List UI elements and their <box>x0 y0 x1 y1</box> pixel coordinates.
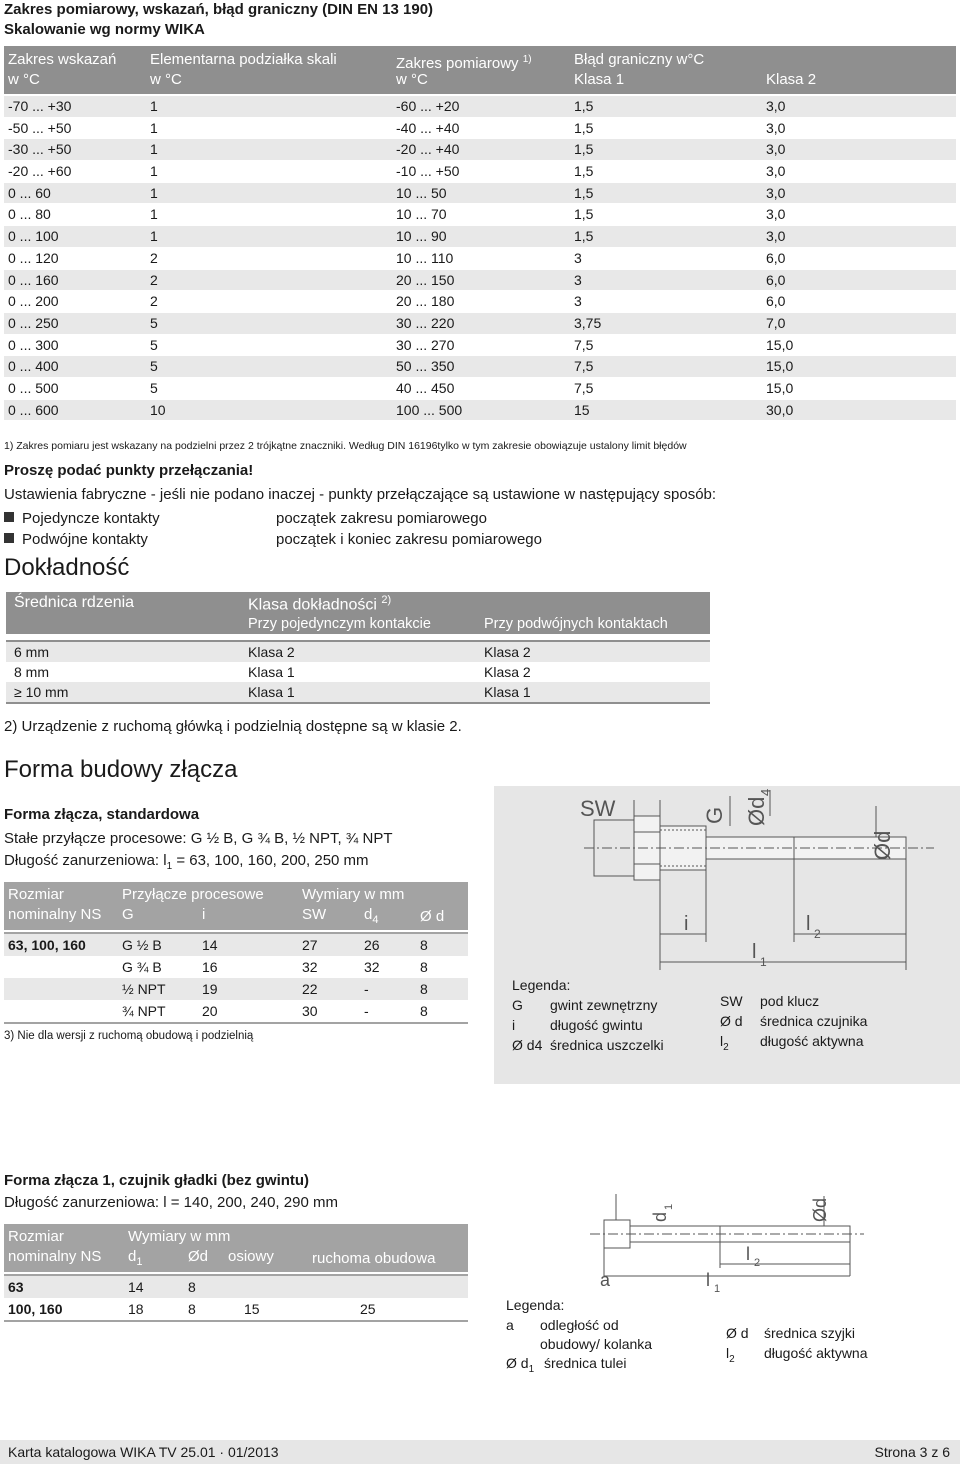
col-header-movable-case: ruchoma obudowa <box>312 1250 436 1267</box>
table-cell: 3 <box>574 293 582 310</box>
table-cell: 0 ... 250 <box>8 314 59 331</box>
table-cell: 15 <box>574 401 590 418</box>
table-cell: Klasa 2 <box>484 664 531 680</box>
table-cell: 30 ... 220 <box>396 314 455 331</box>
legend2-val-d1: średnica tulei <box>544 1355 627 1371</box>
diagram-label-d4: Ød <box>744 796 769 826</box>
col-header-core-diameter: Średnica rdzenia <box>14 594 135 611</box>
table-cell: 0 ... 80 <box>8 206 51 223</box>
table-cell: 8 <box>420 937 428 953</box>
table-cell: -30 ... +50 <box>8 141 72 158</box>
diagram-label-d4-sub: 4 <box>758 788 773 796</box>
col-header-measuring-unit: w °C <box>396 71 428 88</box>
form-standard-connection: Stałe przyłącze procesowe: G ½ B, G ¾ B, ½ NPT, ¾ NPT <box>4 830 393 847</box>
connection-form-heading: Forma budowy złącza <box>4 756 238 783</box>
standard-table-body <box>4 934 468 1022</box>
standard-connection-drawing <box>494 786 960 1084</box>
table-cell: 63, 100, 160 <box>8 937 86 953</box>
footer-page-number: Strona 3 z 6 <box>874 1444 950 1460</box>
table-cell: 1,5 <box>574 206 594 223</box>
diagram-label-i: i <box>684 913 689 935</box>
table-cell: 30 ... 270 <box>396 336 455 353</box>
table-cell: 20 ... 180 <box>396 293 455 310</box>
table-cell: 8 <box>420 1003 428 1019</box>
table-cell: 0 ... 500 <box>8 379 59 396</box>
diagram-label-l1-sub: 1 <box>760 955 767 969</box>
legend1-title: Legenda: <box>512 977 571 993</box>
table-cell: 20 ... 150 <box>396 271 455 288</box>
table-row <box>4 1000 468 1022</box>
table-cell: 3,0 <box>766 141 786 158</box>
legend1-key-d: Ø d <box>720 1013 743 1029</box>
legend1-val-g: gwint zewnętrzny <box>550 997 658 1013</box>
accuracy-table <box>6 592 710 705</box>
table-cell: 2 <box>150 293 158 310</box>
form1-drawing <box>494 1176 960 1396</box>
table-cell: 7,5 <box>574 379 594 396</box>
legend1-key-sw: SW <box>720 993 743 1009</box>
table-cell: 20 <box>202 1003 218 1019</box>
table-cell: 50 ... 350 <box>396 358 455 375</box>
section-subtitle-scaling: Skalowanie wg normy WIKA <box>4 21 205 38</box>
table-row <box>4 400 956 422</box>
table-row <box>4 356 956 378</box>
table-cell: 0 ... 100 <box>8 228 59 245</box>
form-standard-length: Długość zanurzeniowa: $l_1 = 63$, 100, 160, 200, 250 mm <box>4 852 369 872</box>
table-row <box>4 313 956 335</box>
col-header-axial: osiowy <box>228 1248 274 1265</box>
legend2-key-a: a <box>506 1317 514 1333</box>
table-cell: 3,0 <box>766 206 786 223</box>
accuracy-table-body <box>6 642 710 702</box>
table-cell: 1 <box>150 206 158 223</box>
table-cell: 15 <box>244 1301 260 1317</box>
plain-sensor-drawing <box>494 1176 960 1296</box>
table-cell: 5 <box>150 314 158 331</box>
table-cell: 40 ... 450 <box>396 379 455 396</box>
table-row <box>6 642 710 662</box>
diagram2-label-l2-sub: 2 <box>754 1257 761 1269</box>
table-cell: 15,0 <box>766 358 794 375</box>
table-cell: 6,0 <box>766 293 786 310</box>
table-cell: 2 <box>150 249 158 266</box>
table-cell: -10 ... +50 <box>396 163 460 180</box>
table-cell: 15,0 <box>766 336 794 353</box>
table-row <box>4 248 956 270</box>
table-cell: 5 <box>150 358 158 375</box>
table-cell: 3,0 <box>766 98 786 114</box>
table-row <box>4 118 956 140</box>
col-header-sw: SW <box>302 906 327 923</box>
table-cell: 8 <box>420 959 428 975</box>
table-row <box>4 335 956 357</box>
col-header-dimensions: Wymiary w mm <box>128 1228 231 1245</box>
table-cell: -60 ... +20 <box>396 98 460 114</box>
table-cell: 0 ... 600 <box>8 401 59 418</box>
diagram2-label-l2: l <box>746 1244 750 1264</box>
table-row <box>4 183 956 205</box>
col-header-nominal-size: Rozmiar <box>8 1228 64 1245</box>
section-title-range: Zakres pomiarowy, wskazań, błąd graniczny (DIN EN 13 190) <box>4 1 434 18</box>
table-cell: 19 <box>202 981 218 997</box>
table-cell: 2 <box>150 271 158 288</box>
table-cell: 25 <box>360 1301 376 1317</box>
legend2-title: Legenda: <box>506 1297 565 1313</box>
range-table-header <box>4 46 956 94</box>
table-row <box>4 1276 468 1298</box>
col-header-class2: Klasa 2 <box>766 71 817 88</box>
form-standard-title: Forma złącza, standardowa <box>4 806 200 823</box>
accuracy-table-header <box>6 592 710 634</box>
table-cell: 3,0 <box>766 163 786 180</box>
table-cell: 1,5 <box>574 141 594 158</box>
table-cell: 63 <box>8 1279 24 1295</box>
table-row <box>4 96 956 118</box>
legend1-val-d: średnica czujnika <box>760 1013 868 1029</box>
table-cell: 3,0 <box>766 119 786 136</box>
table-cell: 1 <box>150 228 158 245</box>
legend2-val-d: średnica szyjki <box>764 1325 856 1341</box>
table-cell: 5 <box>150 379 158 396</box>
table-row <box>4 270 956 292</box>
legend1-val-d4: średnica uszczelki <box>550 1037 664 1053</box>
col-header-indication-unit: w °C <box>8 71 40 88</box>
table-cell: 6,0 <box>766 249 786 266</box>
legend2-val-a: odległość od <box>540 1317 619 1333</box>
table-cell: 10 ... 90 <box>396 228 447 245</box>
form1-table-body <box>4 1276 468 1320</box>
standard-table-footnote: 3) Nie dla wersji z ruchomą obudową i podzielnią <box>4 1030 254 1042</box>
table-cell: 3,0 <box>766 228 786 245</box>
table-cell: 1,5 <box>574 184 594 201</box>
legend1-val-l2: długość aktywna <box>760 1033 864 1049</box>
table-cell: 6,0 <box>766 271 786 288</box>
table-cell: - <box>364 1003 369 1019</box>
table-row <box>4 1298 468 1320</box>
legend1-val-i: długość gwintu <box>550 1017 643 1033</box>
table-cell: 10 ... 110 <box>396 249 454 266</box>
table-cell: 1,5 <box>574 163 594 180</box>
table-cell: 14 <box>128 1279 144 1295</box>
table-cell: 0 ... 200 <box>8 293 59 310</box>
legend1-key-d4: Ø d4 <box>512 1037 543 1053</box>
table-row <box>4 139 956 161</box>
table-row <box>4 934 468 956</box>
table-cell: 3,0 <box>766 184 786 201</box>
table-cell: 27 <box>302 937 318 953</box>
col-header-g: G <box>122 906 134 923</box>
table-cell: - <box>364 981 369 997</box>
table-cell: -70 ... +30 <box>8 98 72 114</box>
switch-points-title: Proszę podać punkty przełączania! <box>4 462 254 479</box>
legend2-val-l2: długość aktywna <box>764 1345 868 1361</box>
standard-dimensions-table <box>4 882 468 1024</box>
table-cell: 32 <box>364 959 380 975</box>
table-cell: 10 ... 70 <box>396 206 447 223</box>
col-header-error-limit: Błąd graniczny w°C <box>574 51 705 68</box>
accuracy-note: 2) Urządzenie z ruchomą główką i podzielnią dostępne są w klasie 2. <box>4 718 462 735</box>
table-cell: 8 mm <box>14 664 49 680</box>
table-cell: ¾ NPT <box>122 1003 166 1019</box>
col-header-class1: Klasa 1 <box>574 71 625 88</box>
table-cell: 32 <box>302 959 318 975</box>
table-row <box>4 956 468 978</box>
table-row <box>6 662 710 682</box>
table-cell: Klasa 1 <box>248 664 295 680</box>
table-cell: G ¾ B <box>122 959 162 975</box>
table-cell: 8 <box>188 1279 196 1295</box>
diagram-label-l1: l <box>752 941 757 963</box>
col-header-scale-division: Elementarna podziałka skali <box>150 51 337 68</box>
range-table <box>4 46 956 419</box>
col-header-nominal-size: Rozmiar <box>8 886 64 903</box>
range-table-body <box>4 96 956 421</box>
table-row <box>4 204 956 226</box>
diagram-label-d: Ød <box>870 830 895 860</box>
page-footer <box>0 1440 960 1464</box>
legend2-key-d1: Ø $d_1$ <box>506 1355 535 1375</box>
table-row <box>4 161 956 183</box>
table-cell: 7,0 <box>766 314 786 331</box>
table-cell: 0 ... 160 <box>8 271 59 288</box>
table-cell: 8 <box>188 1301 196 1317</box>
col-header-d4: $d_4$ <box>364 906 379 926</box>
table-cell: Klasa 1 <box>248 684 295 700</box>
table-cell: 10 <box>150 401 166 418</box>
diagram-label-g: G <box>702 806 727 824</box>
table-cell: -20 ... +60 <box>8 163 72 180</box>
accuracy-heading: Dokładność <box>4 554 130 581</box>
switch-points-text: Ustawienia fabryczne - jeśli nie podano inaczej - punkty przełączające są ustawione w następujący sposób: <box>4 486 717 503</box>
legend1-key-i: i <box>512 1017 516 1033</box>
col-header-nominal-size-sub: nominalny NS <box>8 1248 102 1265</box>
col-header-process-connection: Przyłącze procesowe <box>122 886 264 903</box>
col-header-single-contact: Przy pojedynczym kontakcie <box>248 616 431 632</box>
table-cell: 0 ... 400 <box>8 358 59 375</box>
diagram-label-l2-sub: 2 <box>814 927 821 941</box>
footer-catalog-ref: Karta katalogowa WIKA TV 25.01 · 01/2013 <box>8 1444 279 1460</box>
table-cell: 10 ... 50 <box>396 184 447 201</box>
col-header-nominal-size-sub: nominalny NS <box>8 906 102 923</box>
table-cell: 100 ... 500 <box>396 401 463 418</box>
table-cell: 3 <box>574 249 582 266</box>
table-cell: 0 ... 60 <box>8 184 51 201</box>
table-cell: 1 <box>150 184 158 201</box>
bullet-square-icon <box>4 533 14 543</box>
legend1-key-l2: $l_2$ <box>720 1033 729 1053</box>
table-cell: 0 ... 120 <box>8 249 59 266</box>
form1-dimensions-table <box>4 1224 468 1322</box>
diagram2-label-l1: l <box>706 1270 710 1290</box>
legend1-val-sw: pod klucz <box>760 993 820 1009</box>
table-cell: -50 ... +50 <box>8 119 72 136</box>
diagram2-label-d: Ød <box>810 1197 830 1222</box>
table-cell: 16 <box>202 959 218 975</box>
table-cell: 1,5 <box>574 228 594 245</box>
col-header-indication-range: Zakres wskazań <box>8 51 117 68</box>
footnote-range: 1) Zakres pomiaru jest wskazany na podzielni przez 2 trójkątne znaczniki. Według DIN 16196tylko w tym zakresie obowiązuje ustalony limit błędów <box>4 440 687 452</box>
col-header-scale-unit: w °C <box>150 71 182 88</box>
table-cell: 7,5 <box>574 336 594 353</box>
table-cell: 8 <box>420 981 428 997</box>
table-cell: 1 <box>150 141 158 158</box>
table-cell: 5 <box>150 336 158 353</box>
table-row <box>4 978 468 1000</box>
legend2-key-d: Ø d <box>726 1325 749 1341</box>
legend1-key-g: G <box>512 997 523 1013</box>
table-cell: G ½ B <box>122 937 162 953</box>
table-cell: -40 ... +40 <box>396 119 460 136</box>
table-cell: 26 <box>364 937 380 953</box>
table-cell: ≥ 10 mm <box>14 684 69 700</box>
table-cell: Klasa 1 <box>484 684 531 700</box>
form1-title: Forma złącza 1, czujnik gładki (bez gwintu) <box>4 1172 310 1189</box>
col-header-double-contact: Przy podwójnych kontaktach <box>484 616 668 632</box>
diagram2-label-d1-sub: 1 <box>663 1203 675 1210</box>
table-cell: 30 <box>302 1003 318 1019</box>
table-cell: 0 ... 300 <box>8 336 59 353</box>
table-cell: 7,5 <box>574 358 594 375</box>
table-row <box>4 226 956 248</box>
table-cell: 3 <box>574 271 582 288</box>
table-cell: Klasa 2 <box>484 644 531 660</box>
table-cell: 1,5 <box>574 119 594 136</box>
col-header-accuracy-class: Klasa dokładności $^{2)}$ <box>248 594 392 614</box>
table-cell: 30,0 <box>766 401 794 418</box>
form1-length: Długość zanurzeniowa: l = 140, 200, 240, 290 mm <box>4 1194 338 1211</box>
table-cell: 3,75 <box>574 314 602 331</box>
col-header-d: Ø d <box>420 908 445 925</box>
diagram2-label-l1-sub: 1 <box>714 1283 721 1295</box>
table-cell: 14 <box>202 937 218 953</box>
legend2-key-l2: $l_2$ <box>726 1345 735 1365</box>
table-cell: Klasa 2 <box>248 644 295 660</box>
table-cell: 1 <box>150 98 158 114</box>
table-row <box>4 378 956 400</box>
table-cell: 15,0 <box>766 379 794 396</box>
bullet-square-icon <box>4 512 14 522</box>
bullet-double-contacts: Podwójne kontakty początek i koniec zakresu pomiarowego <box>4 531 148 548</box>
col-header-measuring-range: Zakres pomiarowy $^{1)}$ <box>396 54 532 72</box>
diagram-label-l2: l <box>806 913 811 935</box>
table-cell: 100, 160 <box>8 1301 63 1317</box>
bullet-single-contacts: Pojedyncze kontakty początek zakresu pomiarowego <box>4 510 160 527</box>
form1-table-header <box>4 1224 468 1272</box>
col-header-od: Ød <box>188 1248 209 1265</box>
col-header-d1: $d_1$ <box>128 1248 143 1268</box>
table-cell: 1 <box>150 163 158 180</box>
table-cell: -20 ... +40 <box>396 141 460 158</box>
table-cell: 18 <box>128 1301 144 1317</box>
diagram2-label-a: a <box>600 1270 611 1290</box>
table-row <box>6 682 710 702</box>
table-row <box>4 291 956 313</box>
table-cell: 6 mm <box>14 644 49 660</box>
diagram-label-sw: SW <box>580 796 616 821</box>
col-header-i: i <box>202 906 206 923</box>
standard-table-header <box>4 882 468 930</box>
table-cell: ½ NPT <box>122 981 166 997</box>
table-cell: 22 <box>302 981 318 997</box>
legend2-val-a-cont: obudowy/ kolanka <box>540 1336 653 1352</box>
table-cell: 1,5 <box>574 98 594 114</box>
table-cell: 1 <box>150 119 158 136</box>
diagram2-label-d1: d <box>650 1211 670 1222</box>
col-header-dimensions: Wymiary w mm <box>302 886 405 903</box>
